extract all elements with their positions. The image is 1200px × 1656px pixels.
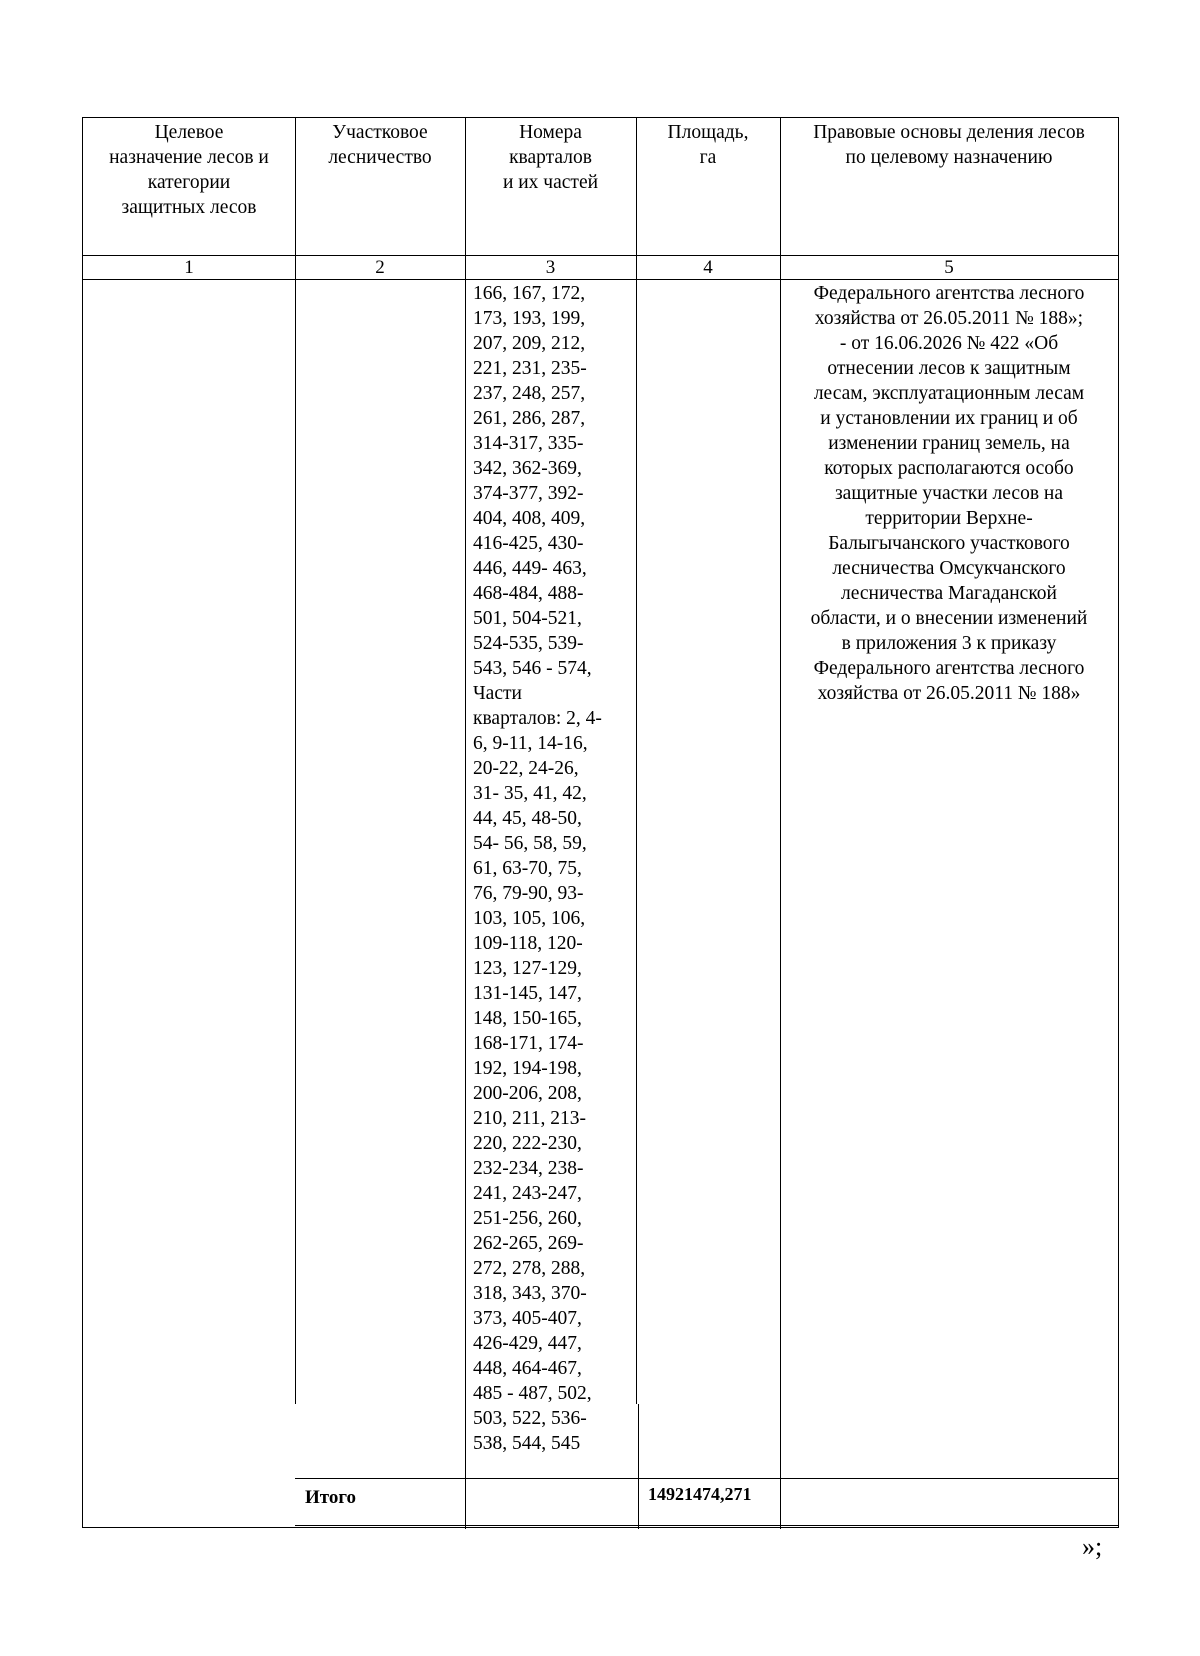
header-col1 xyxy=(83,120,295,220)
forest-division-table xyxy=(82,117,1119,1528)
header-col3-line: Номера xyxy=(519,122,582,143)
column-number-2: 2 xyxy=(375,257,385,278)
header-col1-line: категории xyxy=(147,172,231,193)
header-col4 xyxy=(636,120,780,170)
column-number-3: 3 xyxy=(545,257,556,278)
column-divider-total-area xyxy=(638,1404,639,1529)
header-col2-line: Участковое xyxy=(332,122,428,143)
column-divider-3-4 xyxy=(636,118,637,1404)
column-numbers-bottom-line xyxy=(83,279,1118,280)
column-number-4: 4 xyxy=(703,257,713,278)
header-col5-line: Правовые основы деления лесов xyxy=(813,122,1085,143)
header-col3-line: и их частей xyxy=(502,172,599,193)
header-bottom-line xyxy=(83,255,1118,256)
header-col2 xyxy=(295,120,465,170)
header-col1-line: Целевое xyxy=(154,122,224,143)
header-col4-line: га xyxy=(699,147,717,168)
header-col5 xyxy=(780,120,1118,170)
header-col3-line: кварталов xyxy=(509,147,592,168)
header-col4-line: Площадь, xyxy=(667,122,749,143)
column-divider-1-2 xyxy=(295,118,296,1404)
quarter-numbers-list: 166, 167, 172, 173, 193, 199, 207, 209, 212, 221, 231, 235- 237, 248, 257, 261, 286, 287, 314-317, 335- 342, 362-369, 374-377, 392- 404, 408, 409, 416-425, 430- 446, 449- 463, 468-484, 488- 501, 504-521, 524-535, 539- 543, 546 - 574, Части кварталов: 2, 4- 6, 9-11, 14-16, 20-22, 24-26, 31- 35, 41, 42, 44, 45, 48-50, 54- 56, 58, 59, 61, 63-70, 75, 76, 79-90, 93- 103, 105, 106, 109-118, 120- 123, 127-129, 131-145, 147, 148, 150-165, 168-171, 174- 192, 194-198, 200-206, 208, 210, 211, 213- 220, 222-230, 232-234, 238- 241, 243-247, 251-256, 260, 262-265, 269- 272, 278, 288, 318, 343, 370- 373, 405-407, 426-429, 447, 448, 464-467, 485 - 487, 502, 503, 522, 536- 538, 544, 545 xyxy=(473,283,602,1454)
column-number-5: 5 xyxy=(944,257,954,278)
total-row-bottom-line xyxy=(295,1525,1118,1526)
header-col3 xyxy=(465,120,636,195)
total-label: Итого xyxy=(305,1487,357,1508)
total-area: 14921474,271 xyxy=(648,1484,752,1504)
legal-basis-text: Федерального агентства лесного хозяйства от 26.05.2011 № 188»; - от 16.06.2026 № 422 «Об отнесении лесов к защитным лесам, эксплуатационным лесам и установлении их границ и об изменении границ земель, на которых располагаются особо защитные участки лесов на территории Верхне- Балыгычанского участкового лесничества Омсукчанского лесничества Магаданской области, и о внесении изменений в приложения 3 к приказу Федерального агентства лесного хозяйства от 26.05.2011 № 188» xyxy=(810,283,1088,704)
body-bottom-line xyxy=(295,1478,1118,1479)
header-col1-line: назначение лесов и xyxy=(109,147,269,168)
header-col2-line: лесничество xyxy=(328,147,432,168)
header-col1-line: защитных лесов xyxy=(121,197,257,218)
column-divider-2-3 xyxy=(465,118,466,1529)
header-col5-line: по целевому назначению xyxy=(845,147,1053,168)
column-number-1: 1 xyxy=(184,257,194,278)
closing-quote-mark: »; xyxy=(1082,1532,1103,1561)
